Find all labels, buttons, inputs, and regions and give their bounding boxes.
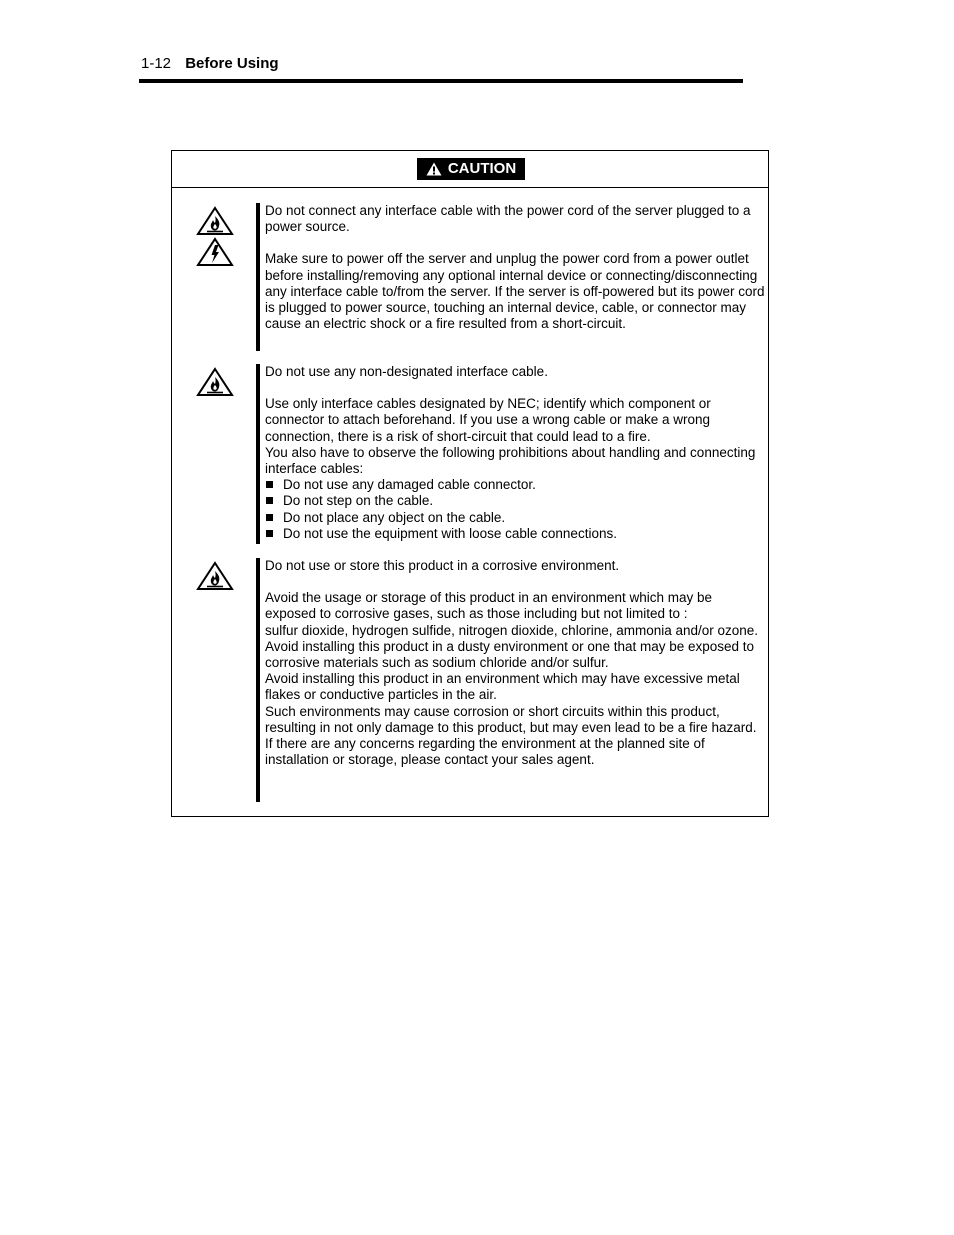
bullet-square-icon xyxy=(266,497,273,504)
caution-body: Avoid the usage or storage of this product in an environment which may be exposed to corrosive gases, such as those including but not limited to : xyxy=(265,590,713,622)
caution-text xyxy=(265,558,765,768)
caution-lead: Do not connect any interface cable with the power cord of the server plugged to a power source. xyxy=(265,203,751,235)
electric-shock-warning-icon xyxy=(196,237,234,267)
caution-header xyxy=(172,151,768,188)
caution-body: Avoid installing this product in an environment which may have excessive metal flakes or conductive particles in the air. xyxy=(265,671,740,703)
caution-body: You also have to observe the following prohibitions about handling and connecting interface cables: xyxy=(265,444,756,477)
section-bar xyxy=(256,364,260,544)
caution-body: Such environments may cause corrosion or short circuits within this product, resulting in not only damage to this product, but may even lead to be a fire hazard. xyxy=(265,703,757,735)
section-title: Before Using xyxy=(185,55,279,72)
caution-text xyxy=(265,364,765,542)
caution-text xyxy=(265,203,765,332)
caution-item-interface-cable xyxy=(172,364,768,544)
caution-body: If there are any concerns regarding the environment at the planned site of installation or storage, please contact your sales agent. xyxy=(265,736,705,768)
fire-warning-icon xyxy=(196,367,234,397)
page-number: 1-12 xyxy=(141,55,172,72)
prohibition-list xyxy=(265,477,765,542)
fire-warning-icon xyxy=(196,206,234,236)
bullet-square-icon xyxy=(266,514,273,521)
list-item: Do not use the equipment with loose cable connections. xyxy=(265,526,765,542)
fire-warning-icon xyxy=(196,561,234,591)
caution-lead: Do not use any non-designated interface cable. xyxy=(265,364,548,379)
header-rule xyxy=(139,79,743,83)
list-item: Do not place any object on the cable. xyxy=(265,510,765,526)
bullet-square-icon xyxy=(266,481,273,488)
list-item: Do not step on the cable. xyxy=(265,493,765,509)
caution-item-power-cord xyxy=(172,203,768,351)
page-header xyxy=(141,55,279,73)
section-bar xyxy=(256,203,260,351)
list-item: Do not use any damaged cable connector. xyxy=(265,477,765,493)
caution-body: Make sure to power off the server and unplug the power cord from a power outlet before installing/removing any optional internal device or connecting/disconnecting any interface cable to/from the server. If the server is off-powered but its power cord is plugged to power source, touching an internal device, cable, or connector may cause an electric shock or a fire resulted from a short-circuit. xyxy=(265,251,765,332)
caution-body: Use only interface cables designated by NEC; identify which component or connector to attach beforehand. If you use a wrong cable or make a wrong connection, there is a risk of short-circuit that could lead to a fire. xyxy=(265,396,711,444)
caution-body: Avoid installing this product in a dusty environment or one that may be exposed to corrosive materials such as sodium chloride and/or sulfur. xyxy=(265,638,755,671)
caution-body: sulfur dioxide, hydrogen sulfide, nitrogen dioxide, chlorine, ammonia and/or ozone. xyxy=(265,622,759,638)
warning-triangle-icon xyxy=(426,162,442,176)
caution-label: CAUTION xyxy=(447,160,517,177)
caution-badge xyxy=(417,158,525,180)
bullet-square-icon xyxy=(266,530,273,537)
caution-box xyxy=(171,150,769,817)
caution-item-corrosive-environment xyxy=(172,558,768,802)
caution-lead: Do not use or store this product in a corrosive environment. xyxy=(265,558,620,573)
section-bar xyxy=(256,558,260,802)
